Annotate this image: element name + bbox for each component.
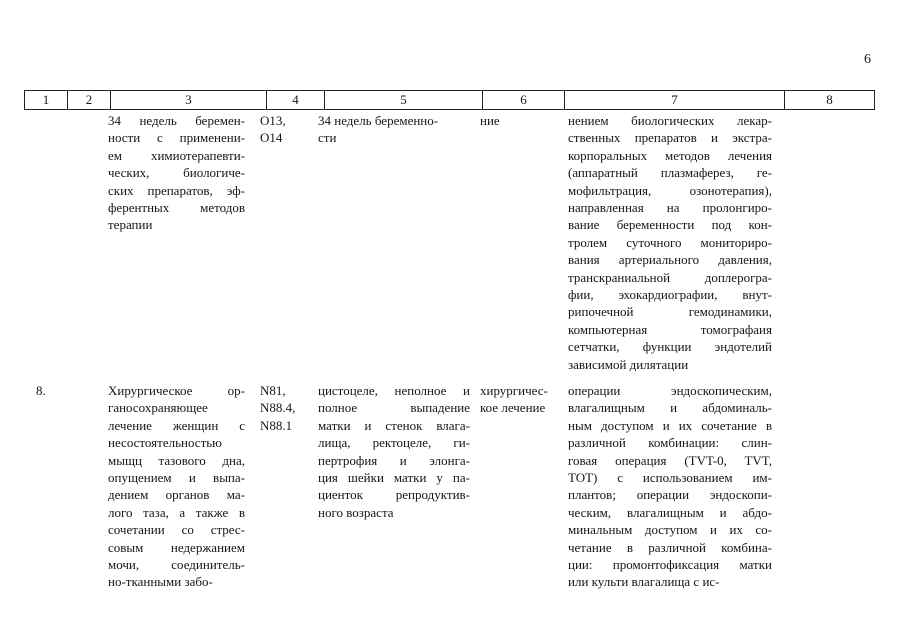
text-line: опущением и выпа- — [108, 470, 245, 486]
text-line: матки и стенок влага- — [318, 417, 470, 433]
row8-col3-text — [108, 382, 245, 591]
text-line: ческим, влагалищным и абдо- — [568, 504, 772, 520]
header-col-3: 3 — [111, 91, 267, 110]
row8-col5-text — [318, 382, 470, 521]
header-col-2: 2 — [68, 91, 111, 110]
text-line: плантов; операции эндоскопи- — [568, 487, 772, 503]
text-line: полное выпадение — [318, 400, 470, 416]
text-line: ция шейки матки у па- — [318, 470, 470, 486]
text-line: но-тканными забо- — [108, 574, 213, 590]
text-line: совым недержанием — [108, 539, 245, 555]
text-line: циенток репродуктив- — [318, 487, 470, 503]
text-line: фии, эхокардиографии, внут- — [568, 287, 772, 303]
text-line: ферентных методов — [108, 200, 245, 216]
text-line: дением органов ма- — [108, 487, 245, 503]
text-line: вание беременности под кон- — [568, 217, 772, 233]
text-line: цистоцеле, неполное и — [318, 383, 470, 398]
header-col-8: 8 — [785, 91, 875, 110]
header-col-1: 1 — [25, 91, 68, 110]
text-line: сетчатки, функции эндотелий — [568, 339, 772, 355]
text-line: или культи влагалища с ис- — [568, 574, 720, 590]
row8-number: 8. — [36, 383, 46, 398]
text-line: зависимой дилятации — [568, 356, 689, 372]
text-line: ности с применени- — [108, 130, 245, 146]
text-line: ным доступом и их сочетание в — [568, 417, 772, 433]
text-line: компьютерная томографаия — [568, 321, 772, 337]
text-line: O13, — [260, 113, 286, 128]
text-line: корпоральных методов лечения — [568, 147, 772, 163]
cont-col5-text — [318, 112, 470, 147]
header-col-6: 6 — [483, 91, 565, 110]
text-line: сочетании со стрес- — [108, 522, 245, 538]
text-line: вания артериального давления, — [568, 252, 772, 268]
row8-col7-text — [568, 382, 772, 591]
text-line: мыщц тазового дна, — [108, 452, 245, 468]
text-line: операции эндоскопическим, — [568, 383, 772, 398]
row8-col4-codes — [260, 382, 310, 434]
text-line: 34 недель беременно- — [318, 113, 439, 128]
header-col-5: 5 — [325, 91, 483, 110]
text-line: ственных препаратов и экстра- — [568, 130, 772, 146]
text-line: ских препаратов, эф- — [108, 182, 245, 198]
header-col-7: 7 — [565, 91, 785, 110]
text-line: Хирургическое ор- — [108, 383, 245, 398]
text-line: (аппаратный плазмаферез, ге- — [568, 165, 772, 181]
text-line: транскраниальной доплерогра- — [568, 269, 772, 285]
text-line: мочи, соединитель- — [108, 557, 245, 573]
cont-col4-codes — [260, 112, 310, 147]
text-line: нением биологических лекар- — [568, 113, 772, 128]
text-line: хирургичес- — [480, 383, 548, 398]
text-line: O14 — [260, 130, 283, 146]
text-line: тролем суточного мониториро- — [568, 234, 772, 250]
column-number-header — [24, 90, 875, 110]
text-line: TOT) с использованием им- — [568, 470, 772, 486]
text-line: ции: промонтофиксация матки — [568, 557, 772, 573]
text-line: N88.1 — [260, 417, 293, 433]
text-line: лища, ректоцеле, ги- — [318, 435, 470, 451]
text-line: минальным доступом и их со- — [568, 522, 772, 538]
cont-col3-text — [108, 112, 245, 234]
text-line: терапии — [108, 217, 153, 233]
cont-col6-text — [480, 112, 556, 129]
text-line: различной комбинации: слин- — [568, 435, 772, 451]
text-line: рипочечной гемодинамики, — [568, 304, 772, 320]
cont-col7-text — [568, 112, 772, 373]
text-line: ние — [480, 113, 500, 128]
text-line: ного возраста — [318, 504, 394, 520]
page-number: 6 — [864, 52, 871, 67]
header-col-4: 4 — [267, 91, 325, 110]
text-line: влагалищным и абдоминаль- — [568, 400, 772, 416]
text-line: направленная на пролонгиро- — [568, 200, 772, 216]
text-line: N81, — [260, 383, 286, 398]
text-line: 34 недель беремен- — [108, 113, 245, 128]
text-line: кое лечение — [480, 400, 546, 416]
text-line: ганосохраняющее — [108, 400, 208, 416]
text-line: говая операция (TVT-0, TVT, — [568, 452, 772, 468]
text-line: N88.4, — [260, 400, 296, 416]
text-line: лечение женщин с — [108, 417, 245, 433]
row8-col6-text — [480, 382, 560, 417]
text-line: сти — [318, 130, 337, 146]
text-line: несостоятельностью — [108, 435, 222, 451]
text-line: лого таза, а также в — [108, 504, 245, 520]
text-line: четание в различной комбина- — [568, 539, 772, 555]
text-line: ем химиотерапевти- — [108, 147, 245, 163]
text-line: ческих, биологиче- — [108, 165, 245, 181]
text-line: пертрофия и элонга- — [318, 452, 470, 468]
text-line: мофильтрация, озонотерапия), — [568, 182, 772, 198]
